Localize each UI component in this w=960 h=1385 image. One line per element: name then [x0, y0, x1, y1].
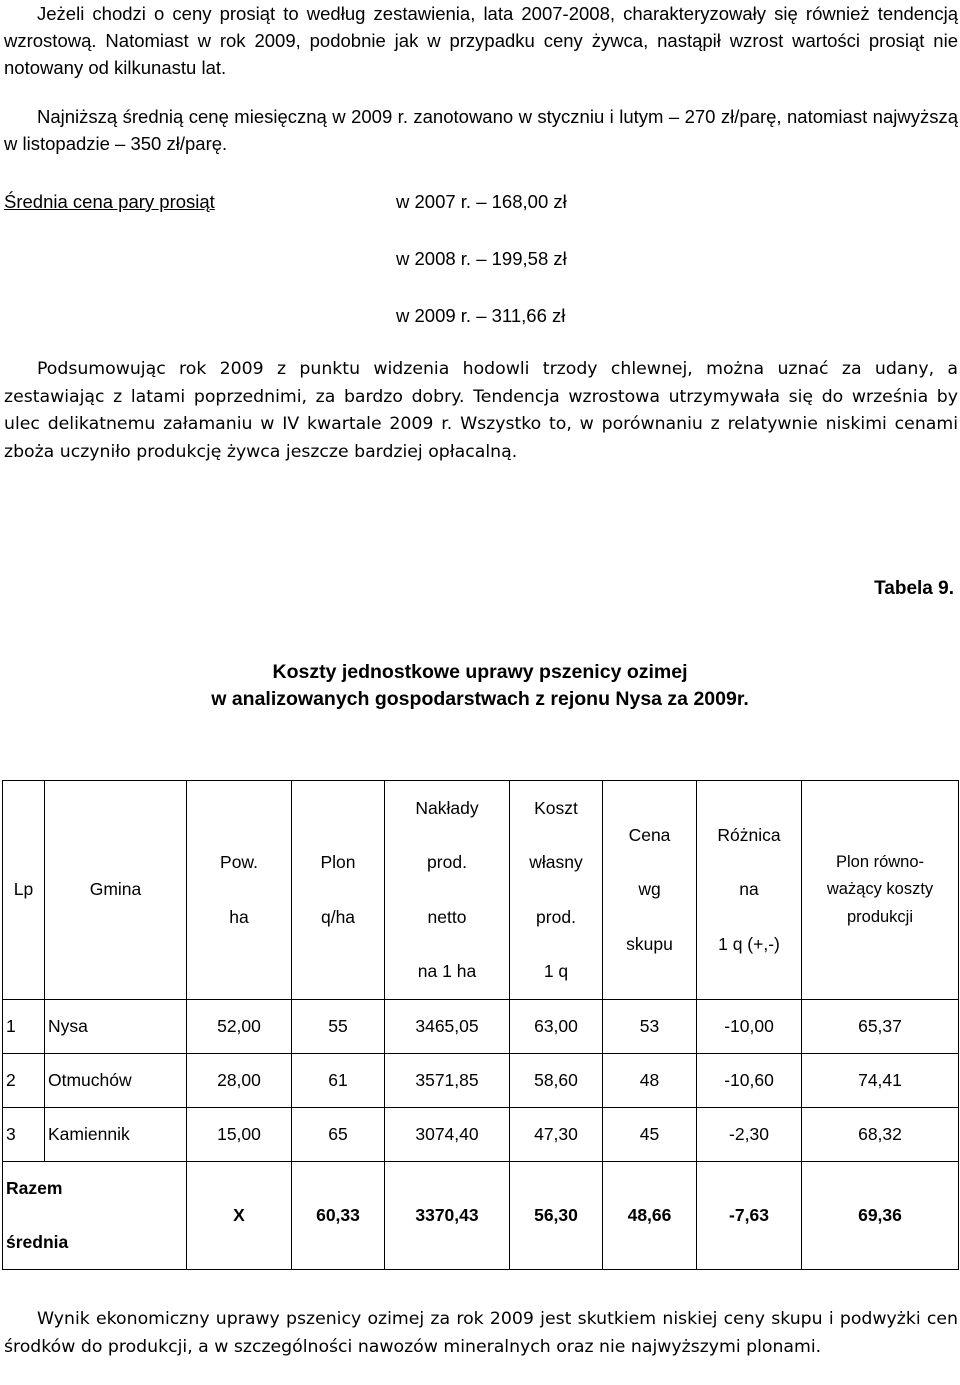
paragraph-monthly-prices [4, 103, 958, 157]
header-area-line: ha [229, 906, 249, 927]
summary-yield: 60,33 [292, 1162, 385, 1270]
header-costs-line: Nakłady [415, 797, 479, 818]
paragraph-economic-result [4, 1306, 958, 1361]
piglet-price-label: Średnia cena pary prosiąt [4, 191, 215, 212]
table-title [0, 659, 960, 713]
cell-gmina: Otmuchów [45, 1054, 187, 1108]
summary-costs: 3370,43 [385, 1162, 510, 1270]
header-price-line: skupu [626, 933, 673, 954]
header-difference-line: 1 q (+,-) [718, 933, 780, 954]
header-difference-line: na [739, 879, 759, 900]
wheat-cost-table [2, 780, 959, 1270]
cell-lp: 2 [3, 1054, 45, 1108]
header-price [603, 781, 697, 1000]
paragraph-text: Najniższą średnią cenę miesięczną w 2009 r. zanotowano w styczniu i lutym – 270 zł/parę, natomiast najwyższą w listopadzie – 350 zł/parę. [4, 106, 958, 154]
header-break-even-line: produkcji [846, 907, 914, 926]
header-break-even-line: ważący koszty [826, 880, 934, 899]
paragraph-text: Podsumowując rok 2009 z punktu widzenia hodowli trzody chlewnej, można uznać za udany, a zestawiając z latami poprzednimi, za bardzo dobry. Tendencja wzrostowa utrzymywała się do września by ulec delikatnemu załamaniu w IV kwartale 2009 r. Wszystko to, w porównaniu z relatywnie niskimi cenami zboża uczyniło produkcję żywca jeszcze bardziej opłacalną. [4, 359, 958, 462]
table-summary-row [3, 1162, 959, 1270]
header-costs-line: prod. [427, 852, 467, 872]
header-lp: Lp [3, 781, 45, 1000]
table-row [3, 1054, 959, 1108]
paragraph-text: Wynik ekonomiczny uprawy pszenicy ozimej za rok 2009 jest skutkiem niskiej ceny skupu i podwyżki cen środków do produkcji, a w szczególności nawozów mineralnych oraz nie najwyższymi plonami. [4, 1309, 958, 1357]
price-2008: w 2008 r. – 199,58 zł [396, 248, 567, 269]
header-gmina: Gmina [45, 781, 187, 1000]
table-reference: Tabela 9. [874, 578, 954, 599]
cell-unit-cost: 47,30 [510, 1108, 603, 1162]
cell-area: 28,00 [187, 1054, 292, 1108]
summary-label-line: Razem [6, 1178, 63, 1198]
header-price-line: wg [638, 879, 661, 900]
header-area [187, 781, 292, 1000]
cell-costs: 3571,85 [385, 1054, 510, 1108]
summary-unit-cost: 56,30 [510, 1162, 603, 1270]
summary-price: 48,66 [603, 1162, 697, 1270]
cell-price: 48 [603, 1054, 697, 1108]
header-unit-cost-line: Koszt [534, 797, 578, 818]
cell-yield: 65 [292, 1108, 385, 1162]
cell-break-even-yield: 65,37 [802, 1000, 959, 1054]
cell-break-even-yield: 68,32 [802, 1108, 959, 1162]
cell-difference: -10,60 [697, 1054, 802, 1108]
header-unit-cost [510, 781, 603, 1000]
summary-difference: -7,63 [697, 1162, 802, 1270]
header-unit-cost-line: 1 q [543, 961, 569, 981]
summary-label-line: średnia [6, 1232, 69, 1252]
header-yield-line: Plon [320, 852, 356, 872]
cell-yield: 55 [292, 1000, 385, 1054]
cell-price: 53 [603, 1000, 697, 1054]
price-2007: w 2007 r. – 168,00 zł [396, 191, 567, 212]
table-header-row [3, 781, 959, 1000]
header-costs-line: netto [427, 906, 467, 927]
cell-costs: 3074,40 [385, 1108, 510, 1162]
cell-unit-cost: 58,60 [510, 1054, 603, 1108]
cell-lp: 3 [3, 1108, 45, 1162]
cell-break-even-yield: 74,41 [802, 1054, 959, 1108]
price-2009: w 2009 r. – 311,66 zł [396, 305, 566, 326]
summary-label [3, 1162, 187, 1270]
cell-yield: 61 [292, 1054, 385, 1108]
header-area-line: Pow. [220, 852, 258, 872]
header-difference-line: Różnica [717, 824, 781, 845]
header-costs-line: na 1 ha [417, 961, 477, 981]
cell-unit-cost: 63,00 [510, 1000, 603, 1054]
table-title-line-1: Koszty jednostkowe uprawy pszenicy ozimej [272, 661, 688, 683]
paragraph-text: Jeżeli chodzi o ceny prosiąt to według zestawienia, lata 2007-2008, charakteryzowały się również tendencją wzrostową. Natomiast w rok 2009, podobnie jak w przypadku ceny żywca, nastąpił wzrost wartości prosiąt nie notowany od kilkunastu lat. [4, 3, 958, 78]
header-unit-cost-line: własny [529, 852, 583, 872]
table-row [3, 1108, 959, 1162]
header-costs [385, 781, 510, 1000]
cell-lp: 1 [3, 1000, 45, 1054]
header-difference [697, 781, 802, 1000]
table-row [3, 1000, 959, 1054]
paragraph-summary-2009 [4, 356, 958, 466]
cell-costs: 3465,05 [385, 1000, 510, 1054]
summary-area: X [187, 1162, 292, 1270]
header-price-line: Cena [628, 824, 671, 845]
cell-difference: -10,00 [697, 1000, 802, 1054]
cell-area: 15,00 [187, 1108, 292, 1162]
header-yield [292, 781, 385, 1000]
cell-difference: -2,30 [697, 1108, 802, 1162]
cell-gmina: Nysa [45, 1000, 187, 1054]
table-title-line-2: w analizowanych gospodarstwach z rejonu Nysa za 2009r. [211, 688, 749, 710]
header-break-even-yield [802, 781, 959, 1000]
cell-gmina: Kamiennik [45, 1108, 187, 1162]
summary-break-even-yield: 69,36 [802, 1162, 959, 1270]
paragraph-piglet-prices-intro [4, 0, 958, 81]
cell-price: 45 [603, 1108, 697, 1162]
cell-area: 52,00 [187, 1000, 292, 1054]
header-yield-line: q/ha [320, 906, 356, 927]
header-break-even-line: Plon równo- [835, 852, 925, 871]
header-unit-cost-line: prod. [536, 906, 576, 927]
